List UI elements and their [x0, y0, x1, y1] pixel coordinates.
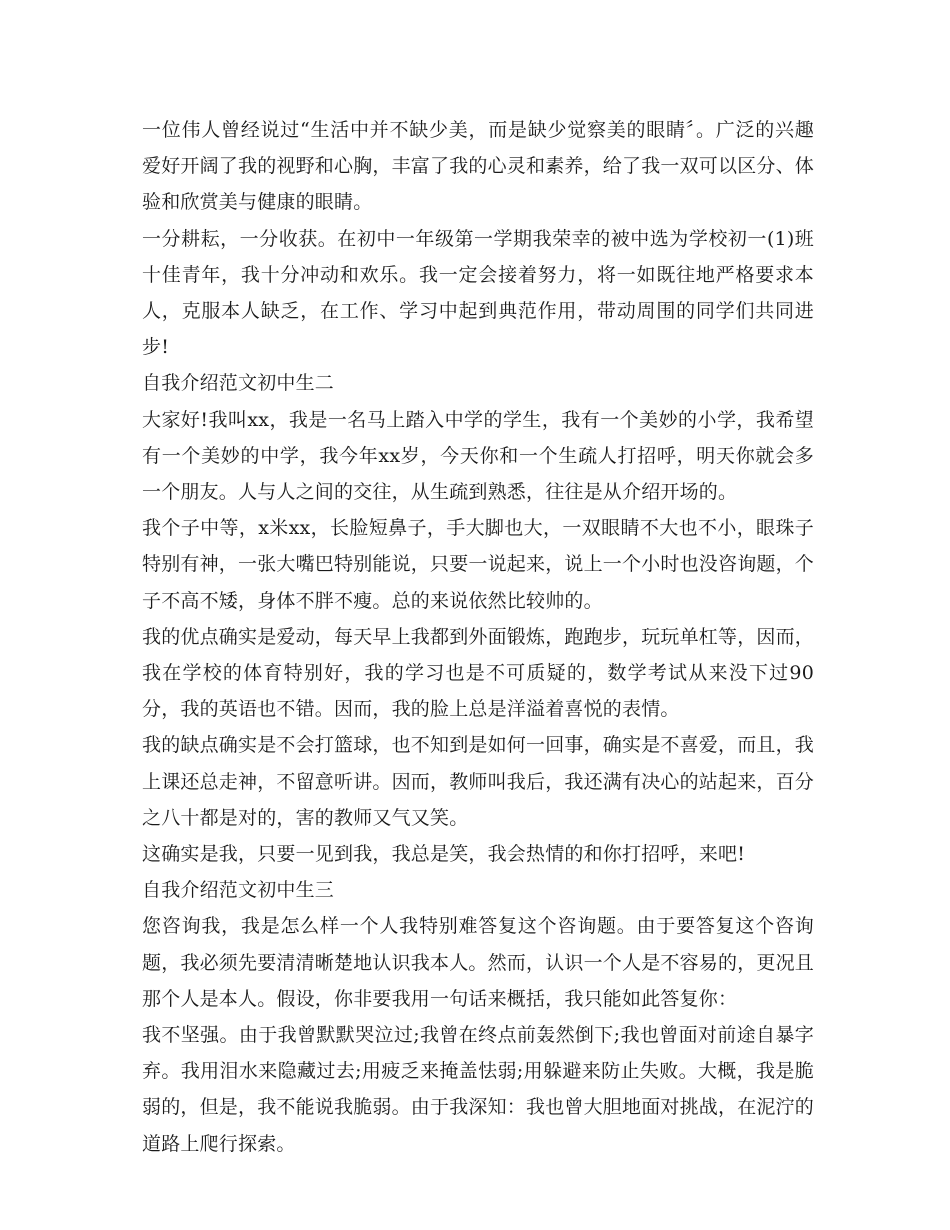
document-body [142, 112, 814, 1162]
paragraph-beauty-quote: 一位伟人曾经说过“生活中并不缺少美，而是缺少觉察美的眼睛〞。广泛的兴趣爱好开阔了我的视野和心胸，丰富了我的心灵和素养，给了我一双可以区分、体验和欣赏美与健康的眼睛。 [142, 119, 815, 214]
paragraph-strengths: 我的优点确实是爱动，每天早上我都到外面锻炼，跑跑步，玩玩单杠等，因而，我在学校的体育特别好，我的学习也是不可质疑的，数学考试从来没下过90分，我的英语也不错。因而，我的脸上总是洋溢着喜悦的表情。 [142, 625, 815, 721]
paragraph-appearance: 我个子中等，x米xx，长脸短鼻子，手大脚也大，一双眼睛不大也不小，眼珠子特别有神，一张大嘴巴特别能说，只要一说起来，说上一个小时也没咨询题，个子不高不矮，身体不胖不瘦。总的来说依然比较帅的。 [142, 517, 815, 612]
section-heading-three: 自我介绍范文初中生三 [142, 879, 335, 902]
paragraph-weaknesses: 我的缺点确实是不会打篮球，也不知到是如何一回事，确实是不喜爱，而且，我上课还总走神，不留意听讲。因而，教师叫我后，我还满有决心的站起来，百分之八十都是对的，害的教师又气又笑。 [142, 734, 815, 829]
section-heading-two: 自我介绍范文初中生二 [142, 372, 335, 395]
paragraph-greeting: 大家好!我叫xx，我是一名马上踏入中学的学生，我有一个美妙的小学，我希望有一个美妙的中学，我今年xx岁，今天你和一个生疏人打招呼，明天你就会多一个朋友。人与人之间的交往，从生疏到熟悉，往往是从介绍开场的。 [142, 408, 814, 504]
paragraph-closing: 这确实是我，只要一见到我，我总是笑，我会热情的和你打招呼，来吧! [142, 843, 746, 866]
paragraph-question: 您咨询我，我是怎么样一个人我特别难答复这个咨询题。由于要答复这个咨询题，我必须先要清清晰楚地认识我本人。然而，认识一个人是不容易的，更况且那个人是本人。假设，你非要我用一句话来概括，我只能如此答复你： [142, 915, 815, 1010]
paragraph-honor: 一分耕耘，一分收获。在初中一年级第一学期我荣幸的被中选为学校初一(1)班十佳青年，我十分冲动和欢乐。我一定会接着努力，将一如既往地严格要求本人，克服本人缺乏，在工作、学习中起到典范作用，带动周围的同学们共同进步! [142, 227, 814, 359]
paragraph-not-strong: 我不坚强。由于我曾默默哭泣过;我曾在终点前轰然倒下;我也曾面对前途自暴字弃。我用泪水来隐藏过去;用疲乏来掩盖怯弱;用躲避来防止失败。大概，我是脆弱的，但是，我不能说我脆弱。由于我深知：我也曾大胆地面对挑战，在泥泞的道路上爬行探索。 [142, 1024, 815, 1155]
